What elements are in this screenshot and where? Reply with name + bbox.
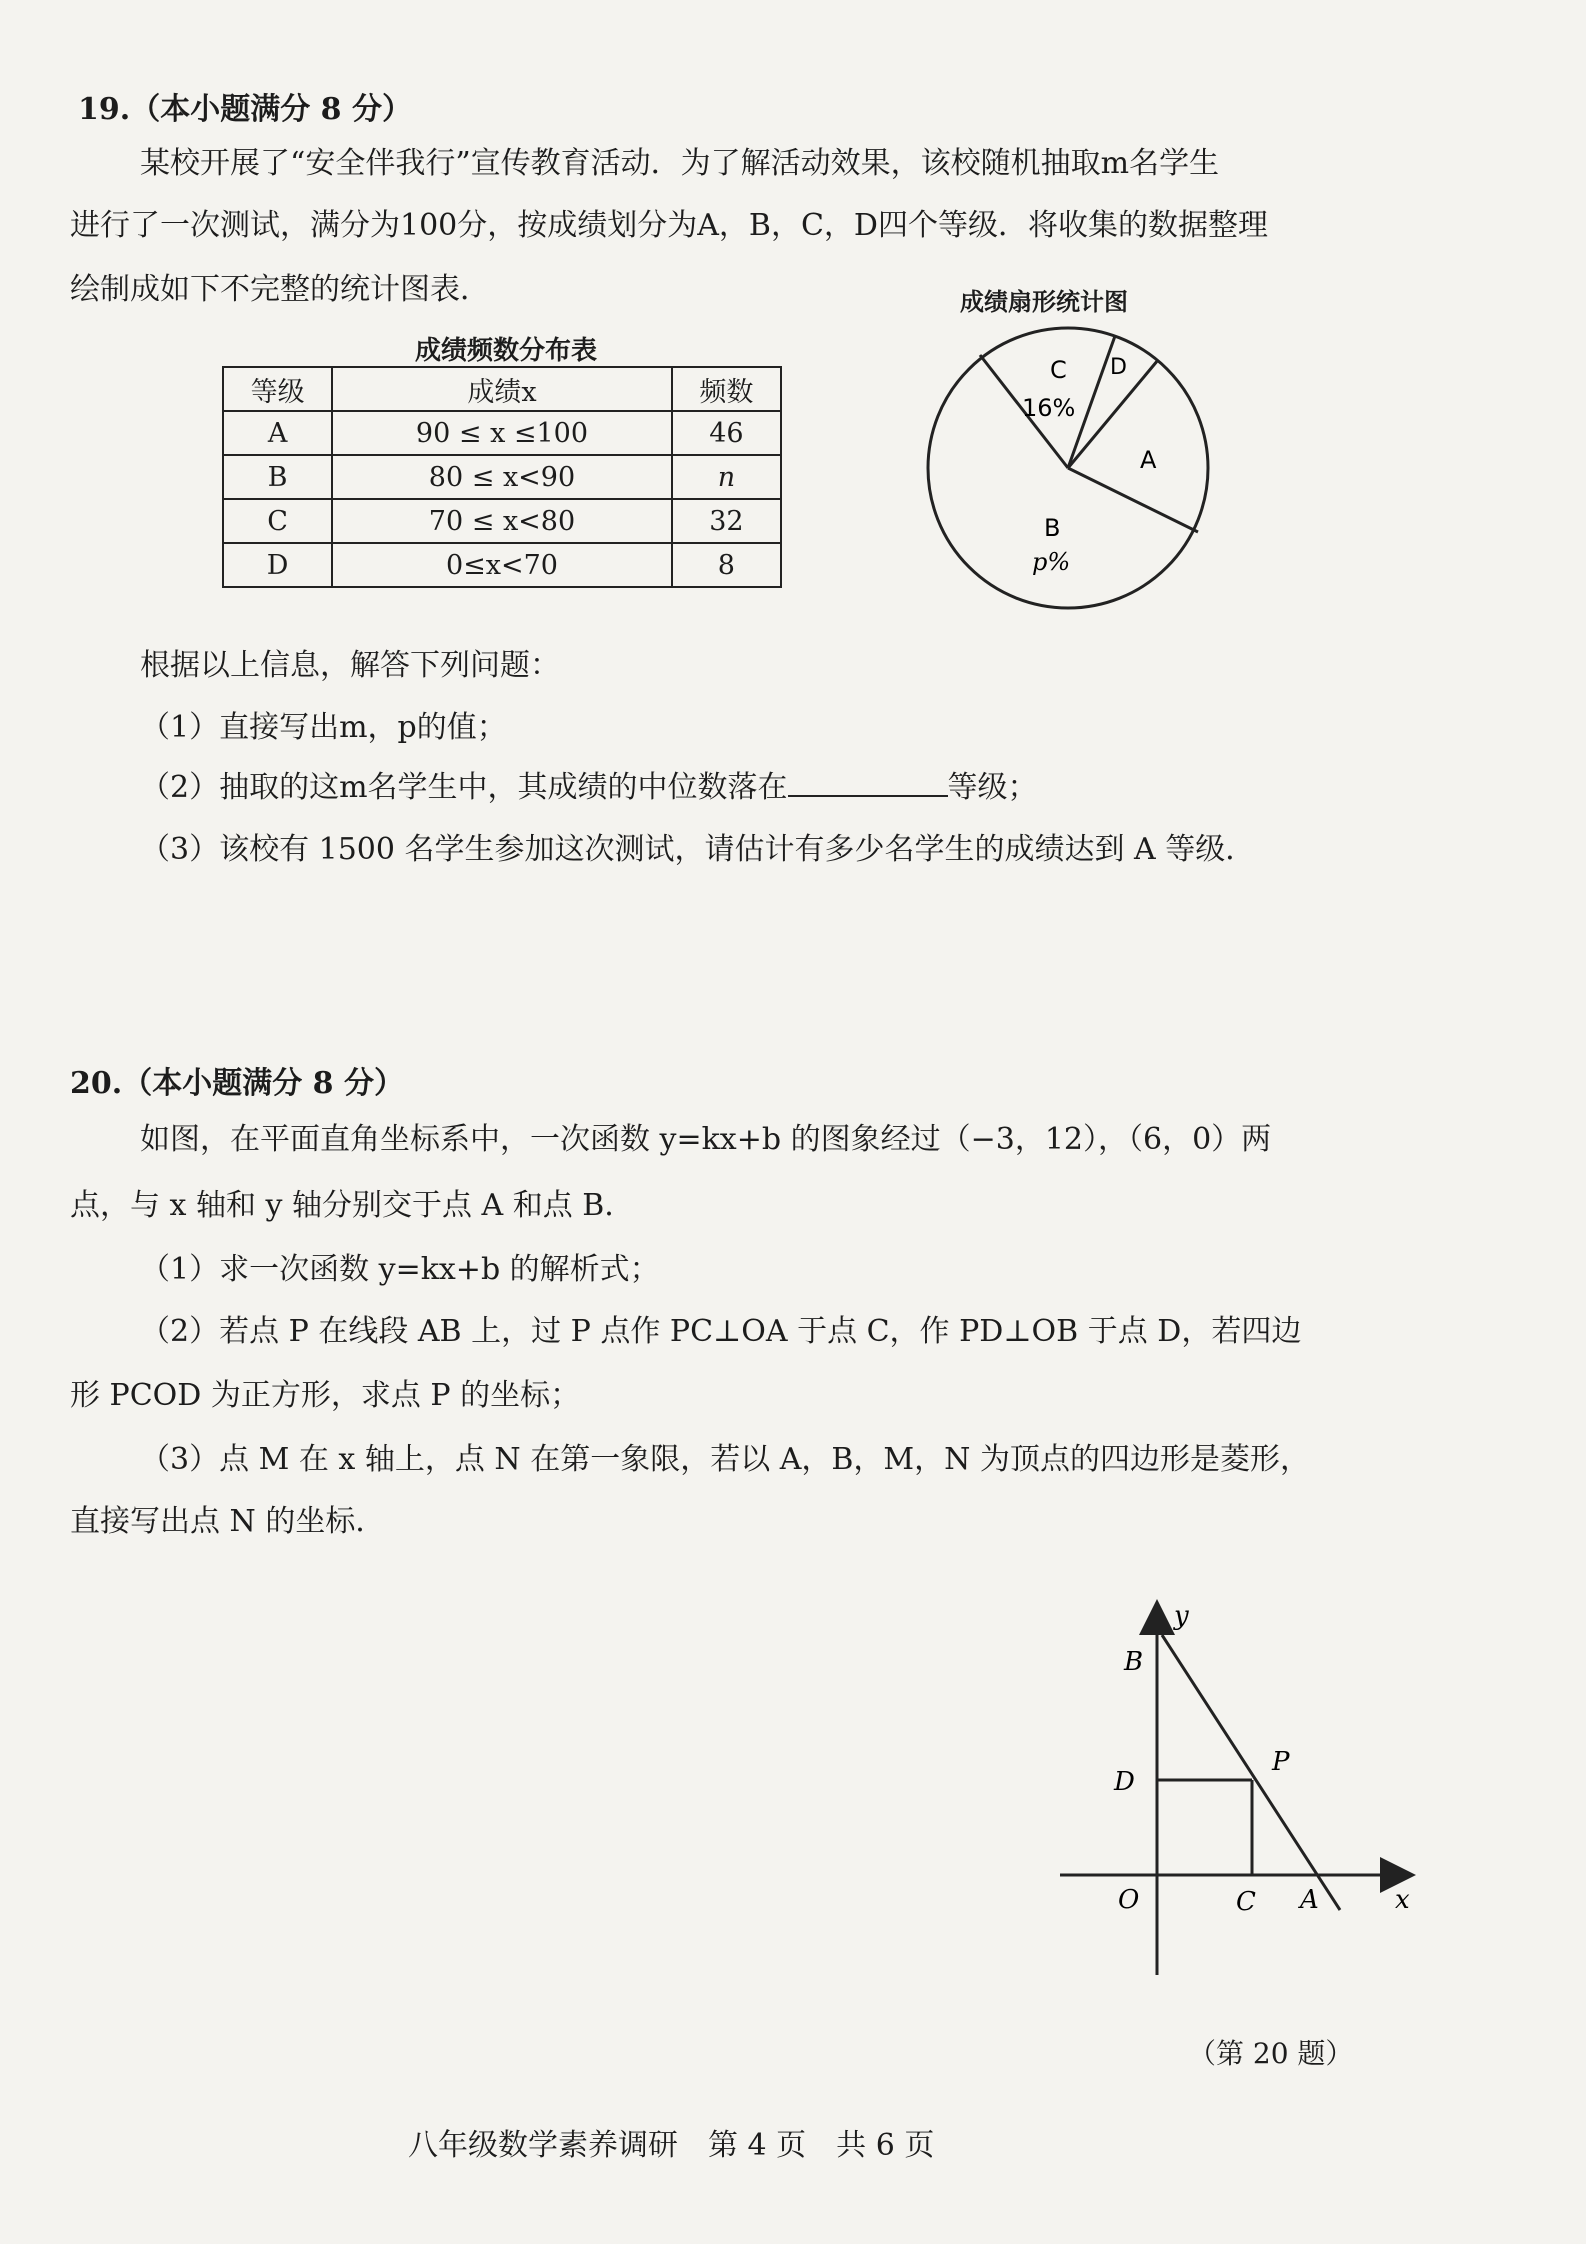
pie-label-b: B: [1044, 514, 1061, 542]
q20-line2: 点，与 x 轴和 y 轴分别交于点 A 和点 B．: [70, 1188, 635, 1223]
table-cell: n: [672, 455, 781, 499]
q19-sub1: （1）直接写出m，p的值；: [140, 710, 507, 745]
label-p: P: [1272, 1747, 1290, 1777]
pie-label-c-pct: 16%: [1022, 394, 1076, 422]
pie-label-a: A: [1140, 446, 1157, 474]
q19-prompt: 根据以上信息，解答下列问题：: [140, 648, 560, 683]
q19-intro-line1: 某校开展了“安全伴我行”宣传教育活动．为了解活动效果，该校随机抽取m名学生: [140, 146, 1220, 181]
table-cell: 70 ≤ x<80: [332, 499, 672, 543]
pie-label-b-pct: p%: [1032, 548, 1071, 576]
q19-heading: 19.（本小题满分 8 分）: [78, 92, 412, 127]
table-header-cell: 成绩x: [332, 367, 672, 411]
coordinate-figure: [1050, 1590, 1430, 1980]
table-cell: 46: [672, 411, 781, 455]
label-b: B: [1124, 1647, 1144, 1677]
q20-sub3-line1: （3）点 M 在 x 轴上，点 N 在第一象限，若以 A，B，M，N 为顶点的四边形是菱形，: [140, 1442, 1310, 1477]
table-cell: 8: [672, 543, 781, 587]
label-x: x: [1395, 1885, 1410, 1915]
q20-sub2-line1: （2）若点 P 在线段 AB 上，过 P 点作 PC⊥OA 于点 C，作 PD⊥OB 于点 D，若四边: [140, 1314, 1302, 1349]
table-cell: 0≤x<70: [332, 543, 672, 587]
table-cell: 90 ≤ x ≤100: [332, 411, 672, 455]
q20-line1: 如图，在平面直角坐标系中，一次函数 y=kx+b 的图象经过（−3，12），（6，0）两: [140, 1122, 1272, 1157]
q20-sub1: （1）求一次函数 y=kx+b 的解析式；: [140, 1252, 660, 1287]
pie-label-c: C: [1050, 356, 1067, 384]
q19-intro-line2: 进行了一次测试，满分为100分，按成绩划分为A，B，C，D四个等级．将收集的数据整理: [70, 208, 1268, 243]
table-cell: D: [223, 543, 332, 587]
pie-chart-title: 成绩扇形统计图: [960, 287, 1128, 316]
figure-caption: （第 20 题）: [1188, 2037, 1354, 2070]
q20-sub3-line2: 直接写出点 N 的坐标．: [70, 1504, 386, 1539]
label-c: C: [1236, 1887, 1256, 1917]
table-header-cell: 频数: [672, 367, 781, 411]
q19-sub2-suffix: 等级；: [947, 770, 1038, 805]
frequency-table: [222, 366, 782, 588]
table-row: [223, 411, 781, 455]
q20-heading: 20.（本小题满分 8 分）: [70, 1066, 404, 1101]
table-header-cell: 等级: [223, 367, 332, 411]
q19-sub3: （3）该校有 1500 名学生参加这次测试，请估计有多少名学生的成绩达到 A 等级．: [140, 832, 1256, 867]
label-a: A: [1300, 1885, 1319, 1915]
label-y: y: [1174, 1601, 1189, 1631]
pie-label-d: D: [1110, 355, 1127, 380]
table-row: [223, 499, 781, 543]
page-footer: 八年级数学素养调研 第 4 页 共 6 页: [408, 2128, 935, 2163]
table-cell: B: [223, 455, 332, 499]
q19-intro-line3: 绘制成如下不完整的统计图表．: [70, 272, 490, 307]
table-cell: C: [223, 499, 332, 543]
table-row: [223, 543, 781, 587]
table-cell: A: [223, 411, 332, 455]
table-cell: 32: [672, 499, 781, 543]
pie-divider-ab: [1068, 468, 1198, 532]
table-row: [223, 455, 781, 499]
answer-blank[interactable]: [788, 769, 948, 797]
q19-sub2-text: （2）抽取的这m名学生中，其成绩的中位数落在: [140, 770, 788, 805]
pie-chart: [920, 318, 1220, 618]
table-header-row: [223, 367, 781, 411]
q19-sub2: [140, 762, 1038, 806]
label-o: O: [1118, 1885, 1140, 1915]
frequency-table-title: 成绩频数分布表: [415, 336, 598, 366]
label-d: D: [1114, 1767, 1135, 1797]
q20-sub2-line2: 形 PCOD 为正方形，求点 P 的坐标；: [70, 1378, 581, 1413]
table-cell: 80 ≤ x<90: [332, 455, 672, 499]
